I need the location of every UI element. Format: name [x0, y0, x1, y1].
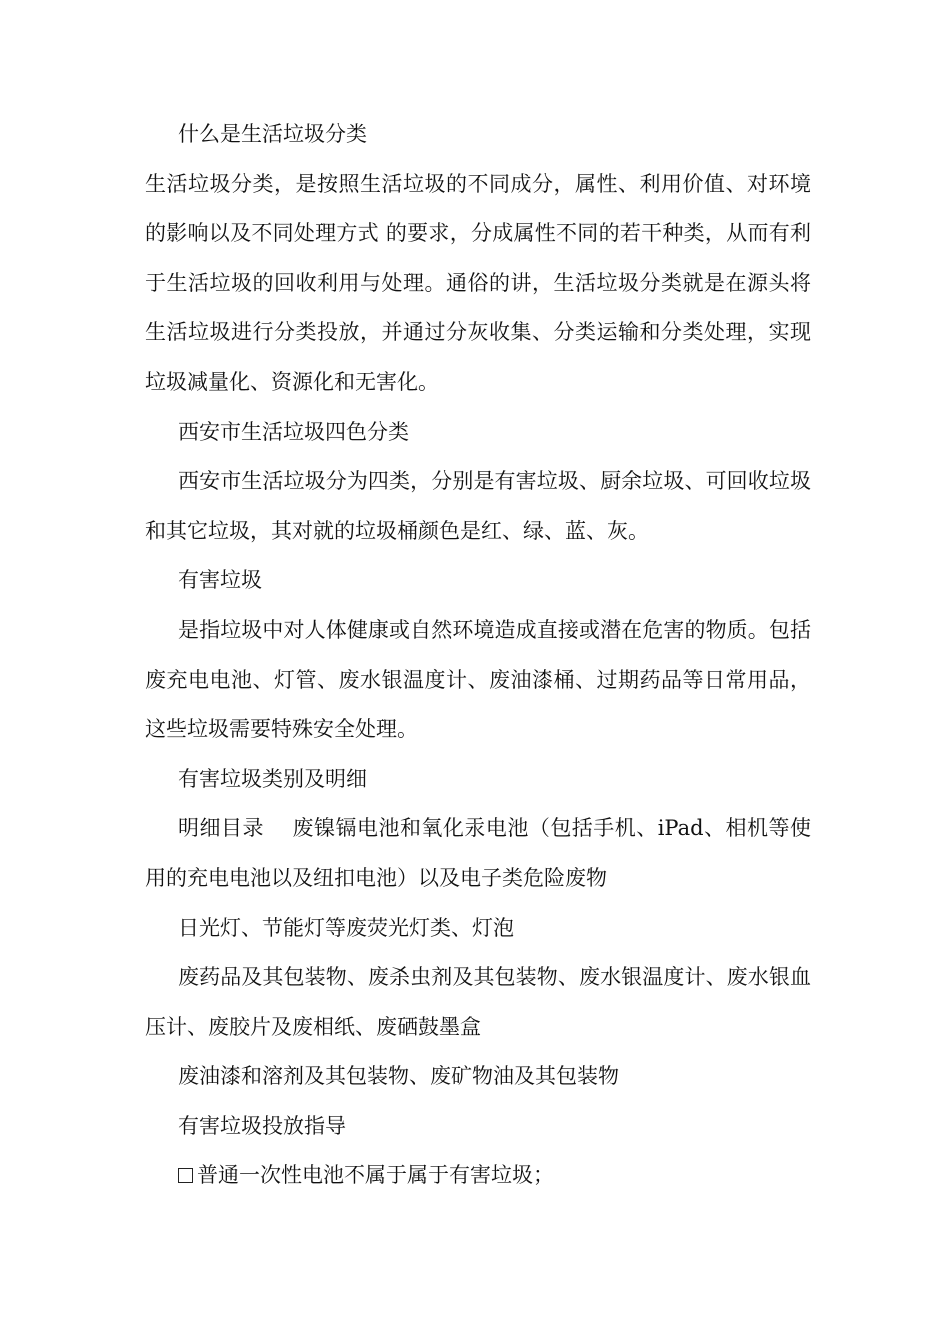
paragraph-detail-lamps: 日光灯、节能灯等废荧光灯类、灯泡 [178, 915, 514, 940]
list-item-text: 普通一次性电池不属于属于有害垃圾； [197, 1163, 554, 1188]
heading-hazardous-categories: 有害垃圾类别及明细 [178, 766, 367, 791]
heading-disposal-guidance: 有害垃圾投放指导 [178, 1113, 346, 1138]
paragraph-xian-four-types: 西安市生活垃圾分为四类，分别是有害垃圾、厨余垃圾、可回收垃圾和其它垃圾，其对就的垃圾桶颜色是红、绿、蓝、灰。 [145, 469, 811, 543]
paragraph-classification-definition: 生活垃圾分类，是按照生活垃圾的不同成分，属性、利用价值、对环境的影响以及不同处理方式 的要求，分成属性不同的若干种类，从而有利于生活垃圾的回收利用与处理。通俗的讲，生活垃圾分类就是在源头将生活垃圾进行分类投放，并通过分灰收集、分类运输和分类处理，实现垃圾减量化、资源化和无害化。 [145, 171, 811, 394]
paragraph-detail-paints: 废油漆和溶剂及其包装物、废矿物油及其包装物 [178, 1064, 619, 1089]
heading-xian-four-colors: 西安市生活垃圾四色分类 [178, 419, 409, 444]
list-item-battery-note [145, 1151, 811, 1201]
checkbox-icon [178, 1168, 193, 1183]
paragraph-detail-batteries: 明细目录 废镍镉电池和氧化汞电池（包括手机、iPad、相机等使用的充电电池以及纽扣电池）以及电子类危险废物 [145, 816, 811, 890]
paragraph-hazardous-definition: 是指垃圾中对人体健康或自然环境造成直接或潜在危害的物质。包括废充电电池、灯管、废水银温度计、废油漆桶、过期药品等日常用品，这些垃圾需要特殊安全处理。 [145, 617, 811, 742]
heading-hazardous-waste: 有害垃圾 [178, 568, 262, 593]
paragraph-detail-medicines: 废药品及其包装物、废杀虫剂及其包装物、废水银温度计、废水银血压计、废胶片及废相纸、废硒鼓墨盒 [145, 965, 811, 1039]
document-body [145, 110, 811, 1201]
heading-what-is-classification: 什么是生活垃圾分类 [178, 122, 367, 146]
